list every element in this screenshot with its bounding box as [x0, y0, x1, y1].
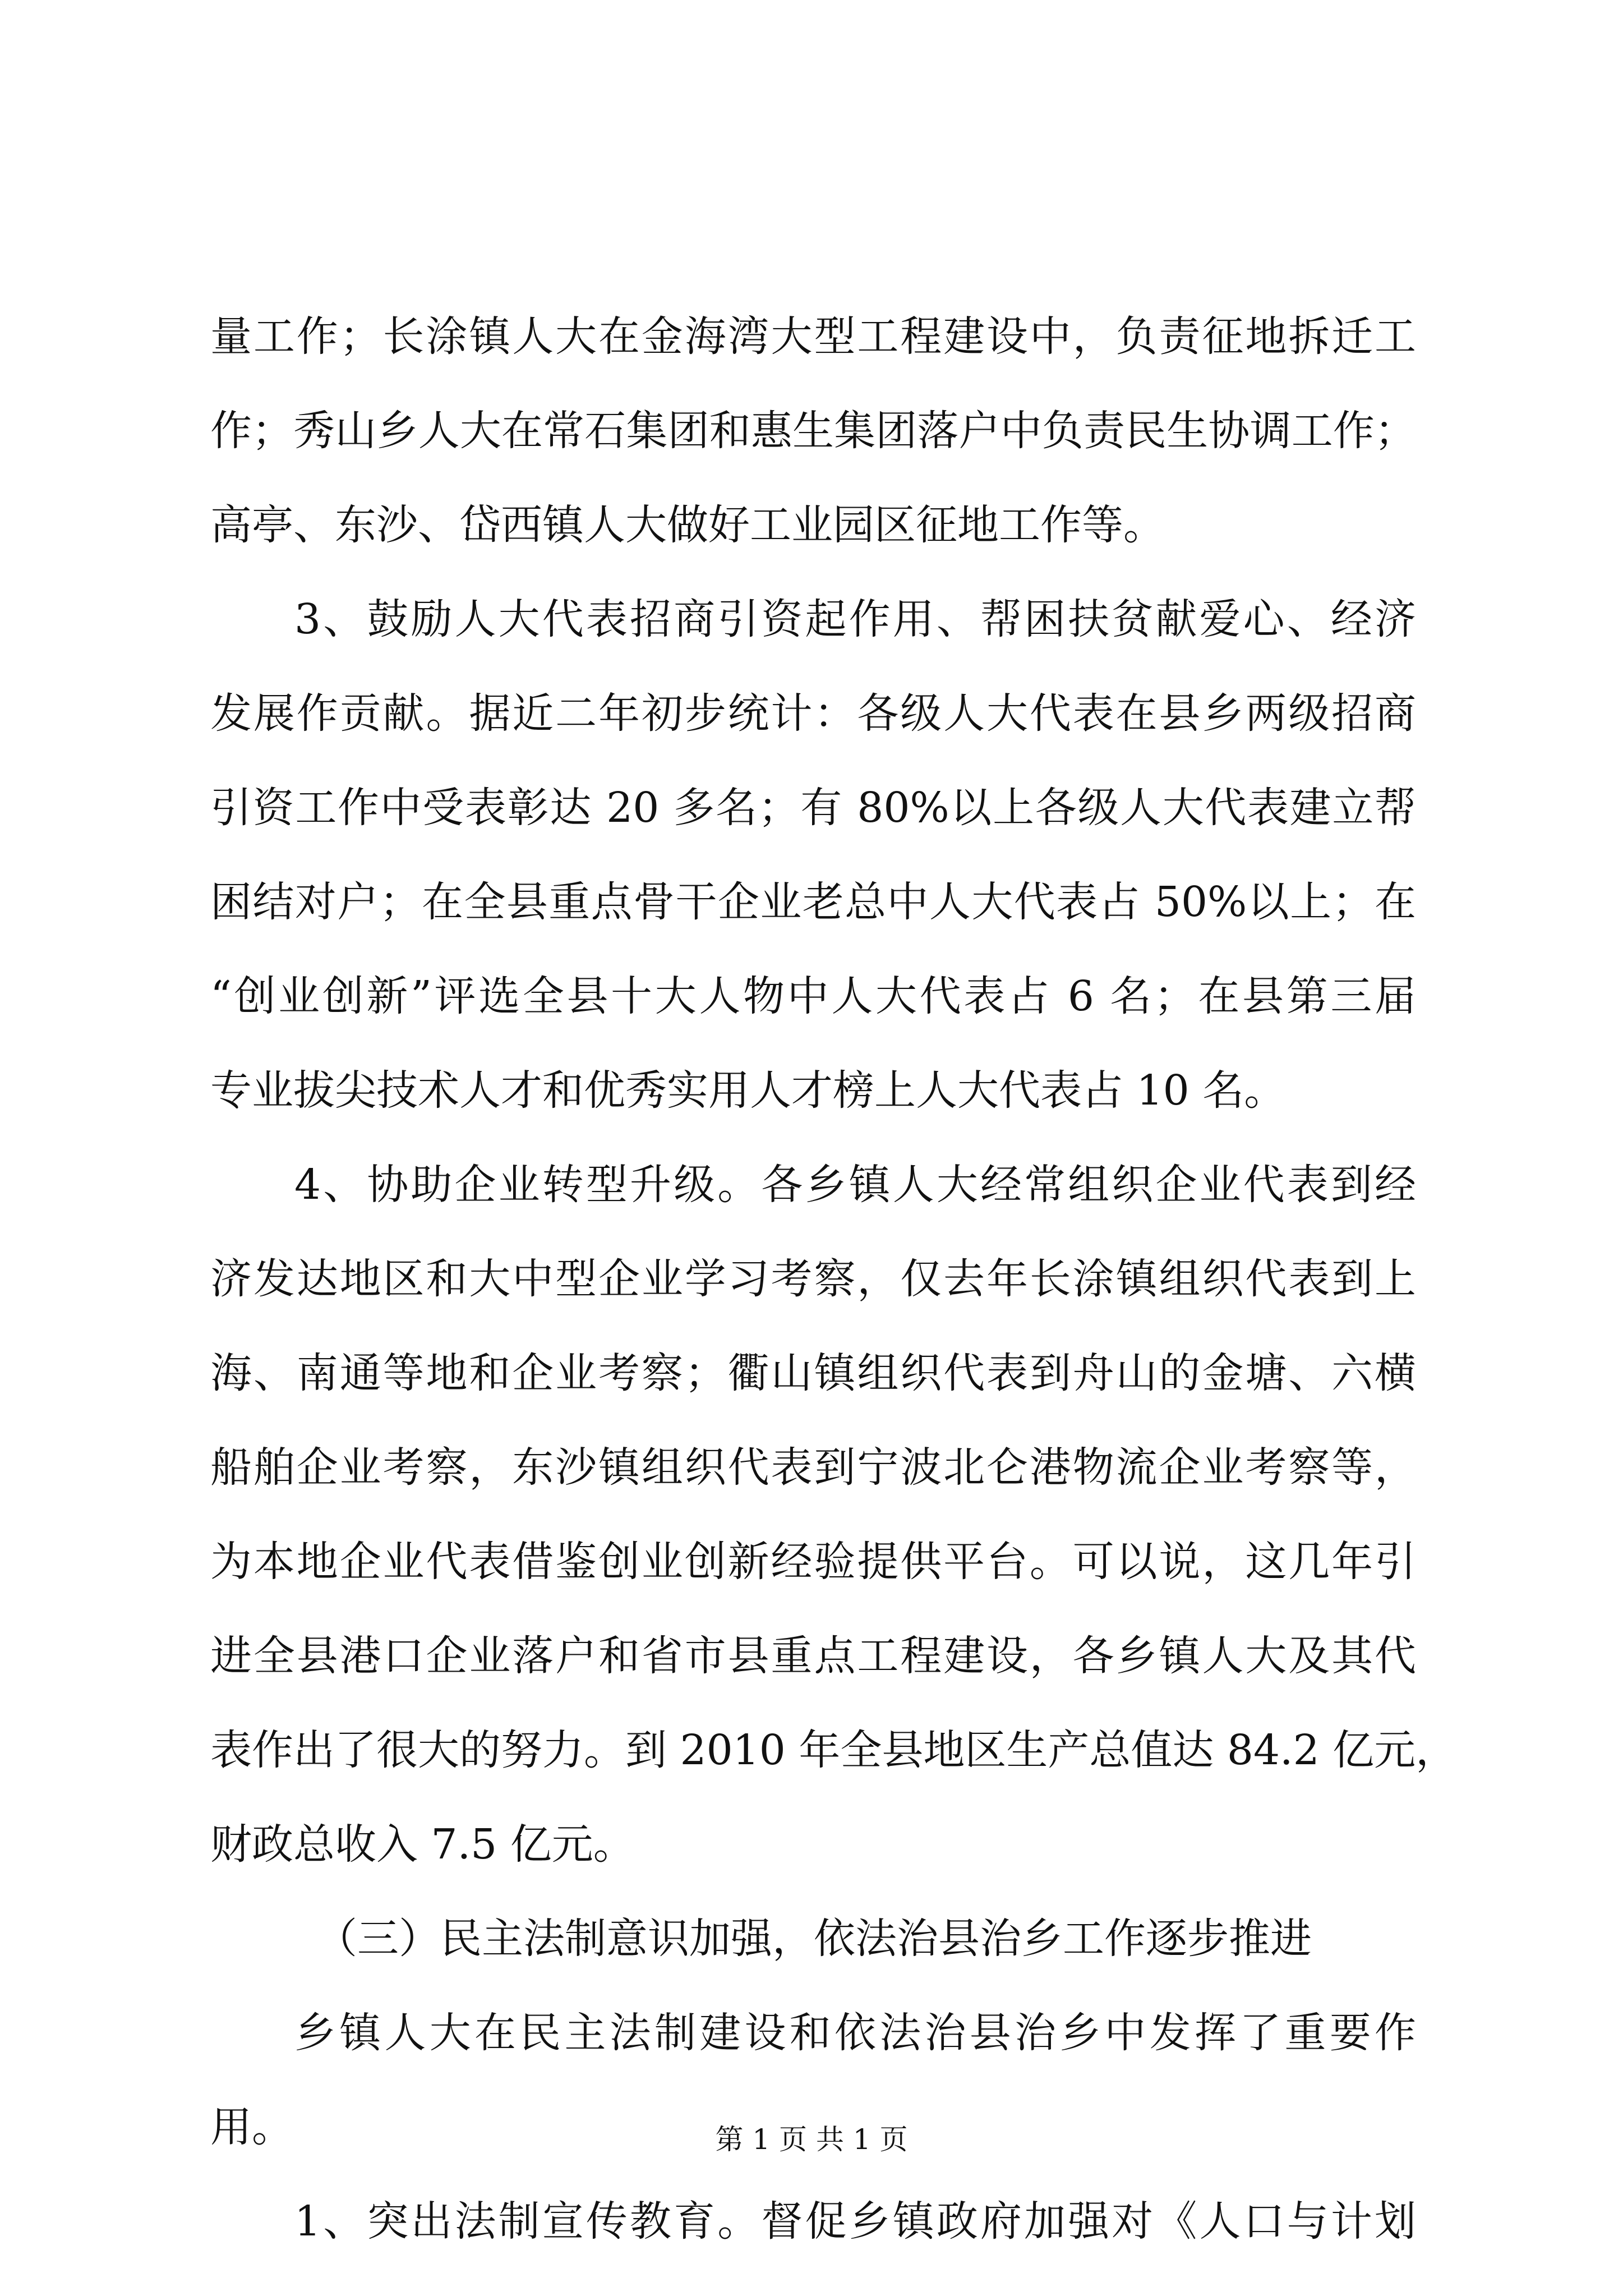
text-line: 用。 — [210, 2103, 293, 2151]
text-line: 专业拔尖技术人才和优秀实用人才榜上人大代表占 10 名。 — [210, 1066, 1286, 1115]
text-line: 船舶企业考察，东沙镇组织代表到宁波北仑港物流企业考察等， — [210, 1443, 1416, 1492]
text-line: 3、鼓励人大代表招商引资起作用、帮困扶贫献爱心、经济 — [294, 595, 1416, 643]
document-body — [210, 289, 1458, 2269]
text-line: 发展作贡献。据近二年初步统计：各级人大代表在县乡两级招商 — [210, 689, 1416, 738]
text-line: 乡镇人大在民主法制建设和依法治县治乡中发挥了重要作 — [294, 2009, 1416, 2057]
text-line: 进全县港口企业落户和省市县重点工程建设，各乡镇人大及其代 — [210, 1632, 1416, 1680]
text-line: 高亭、东沙、岱西镇人大做好工业园区征地工作等。 — [210, 501, 1165, 549]
text-line: 作；秀山乡人大在常石集团和惠生集团落户中负责民生协调工作； — [210, 407, 1416, 455]
text-line: 济发达地区和大中型企业学习考察，仅去年长涂镇组织代表到上 — [210, 1255, 1416, 1303]
text-line: 4、协助企业转型升级。各乡镇人大经常组织企业代表到经 — [294, 1161, 1416, 1209]
text-line: 量工作；长涂镇人大在金海湾大型工程建设中，负责征地拆迁工 — [210, 312, 1416, 361]
text-line: 1、突出法制宣传教育。督促乡镇政府加强对《人口与计划 — [294, 2197, 1416, 2246]
page-footer: 第 1 页 共 1 页 — [715, 2123, 908, 2156]
text-line: 引资工作中受表彰达 20 多名；有 80%以上各级人大代表建立帮 — [210, 784, 1416, 832]
text-line: “创业创新”评选全县十大人物中人大代表占 6 名；在县第三届 — [210, 972, 1416, 1020]
text-line: 为本地企业代表借鉴创业创新经验提供平台。可以说，这几年引 — [210, 1538, 1416, 1586]
text-line: 财政总收入 7.5 亿元。 — [210, 1820, 635, 1869]
text-line: 海、南通等地和企业考察；衢山镇组织代表到舟山的金塘、六横 — [210, 1349, 1416, 1397]
text-line: 困结对户；在全县重点骨干企业老总中人大代表占 50%以上；在 — [210, 878, 1416, 926]
text-line: 表作出了很大的努力。到 2010 年全县地区生产总值达 84.2 亿元， — [210, 1726, 1458, 1774]
section-heading: （三）民主法制意识加强，依法治县治乡工作逐步推进 — [316, 1915, 1312, 1963]
